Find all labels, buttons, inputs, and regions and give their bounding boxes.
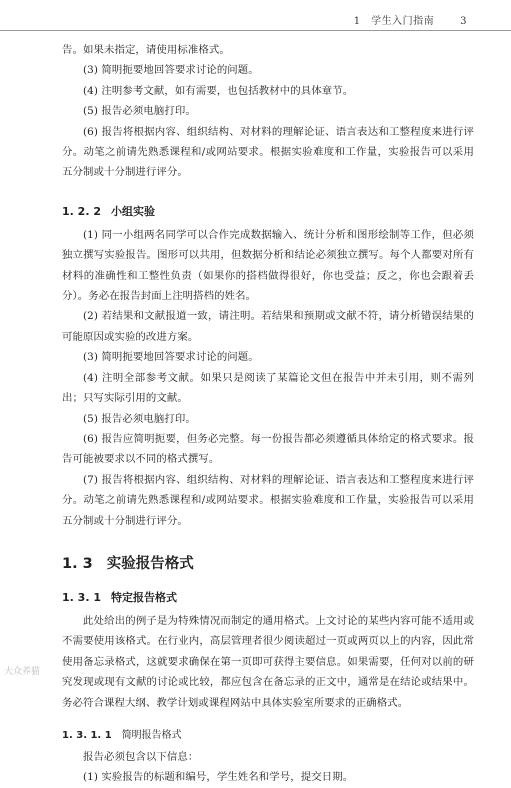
list-item: (7) 报告将根据内容、组织结构、对材料的理解论证、语言表达和工整程度来进行评分。动笔之前请先熟悉课程和/或网站要求。根据实验难度和工作量，实验报告可以采用五分制或十分制进行评分。 bbox=[62, 473, 474, 527]
list-item: (1) 同一小组两名同学可以合作完成数据输入、统计分析和图形绘制等工作，但必须独立撰写实验报告。图形可以共用，但数据分析和结论必须独立撰写。每个人都要对所有材料的准确性和工整性负责（如果你的搭档做得很好，你也受益；反之，你也会跟着丢分）。务必在报告封面上注明搭档的姓名。 bbox=[62, 228, 474, 303]
running-header bbox=[354, 12, 467, 27]
page-number: 3 bbox=[460, 16, 467, 27]
list-item: (6) 报告将根据内容、组织结构、对材料的理解论证、语言表达和工整程度来进行评分。动笔之前请先熟悉课程和/或网站要求。根据实验难度和工作量，实验报告可以采用五分制或十分制进行评分。 bbox=[62, 125, 474, 179]
section-number: 1. 2. 2 bbox=[62, 204, 101, 218]
section-title: 实验报告格式 bbox=[106, 555, 194, 572]
paragraph: 告。如果未指定，请使用标准格式。 bbox=[62, 44, 230, 56]
list-item: (6) 报告应简明扼要，但务必完整。每一份报告都必须遵循具体给定的格式要求。报告可能被要求以不同的格式撰写。 bbox=[62, 432, 474, 466]
page-body bbox=[62, 40, 474, 788]
watermark: 大众养猫 bbox=[4, 667, 41, 677]
chapter-section-heading bbox=[62, 553, 474, 575]
section-heading bbox=[62, 589, 474, 607]
section-title: 小组实验 bbox=[110, 204, 155, 218]
list-item: (3) 简明扼要地回答要求讨论的问题。 bbox=[83, 351, 259, 364]
paragraph: 报告必须包含以下信息： bbox=[83, 750, 199, 763]
list-item: (5) 报告必须电脑打印。 bbox=[83, 412, 196, 425]
list-item: (1) 实验报告的标题和编号，学生姓名和学号，提交日期。 bbox=[83, 771, 354, 784]
list-item: (3) 简明扼要地回答要求讨论的问题。 bbox=[83, 64, 259, 77]
paragraph: 此处给出的例子是为特殊情况而制定的通用格式。上文讨论的某些内容可能不适用或不需要使用该格式。在行业内，高层管理者很少阅读超过一页或两页以上的内容，因此常使用备忘录格式，这就要求确保在第一页即可获得主要信息。如果需要，任何对以前的研究发现或现有文献的讨论或比较，都应包含在备忘录的正文中，通常是在结论或结果中。务必符合课程大纲、教学计划或课程网站中具体实验室所要求的正确格式。 bbox=[62, 614, 474, 709]
header-rule bbox=[0, 30, 511, 31]
list-item: (4) 注明参考文献，如有需要，也包括教材中的具体章节。 bbox=[83, 84, 354, 97]
subsection-heading bbox=[62, 727, 474, 745]
list-item: (2) 若结果和文献报道一致，请注明。若结果和预期或文献不符，请分析错误结果的可能原因或实验的改进方案。 bbox=[62, 310, 474, 343]
list-item: (5) 报告必须电脑打印。 bbox=[83, 105, 196, 118]
section-number: 1. 3 bbox=[62, 555, 93, 572]
section-title: 特定报告格式 bbox=[110, 590, 177, 604]
section-heading bbox=[62, 203, 474, 221]
section-title: 简明报告格式 bbox=[121, 729, 182, 741]
section-number: 1. 3. 1. 1 bbox=[62, 729, 112, 741]
list-item: (4) 注明全部参考文献。如果只是阅读了某篇论文但在报告中并未引用，则不需列出；只写实际引用的文献。 bbox=[62, 371, 474, 405]
chapter-title: 1 学生入门指南 bbox=[353, 16, 435, 27]
section-number: 1. 3. 1 bbox=[62, 590, 101, 604]
